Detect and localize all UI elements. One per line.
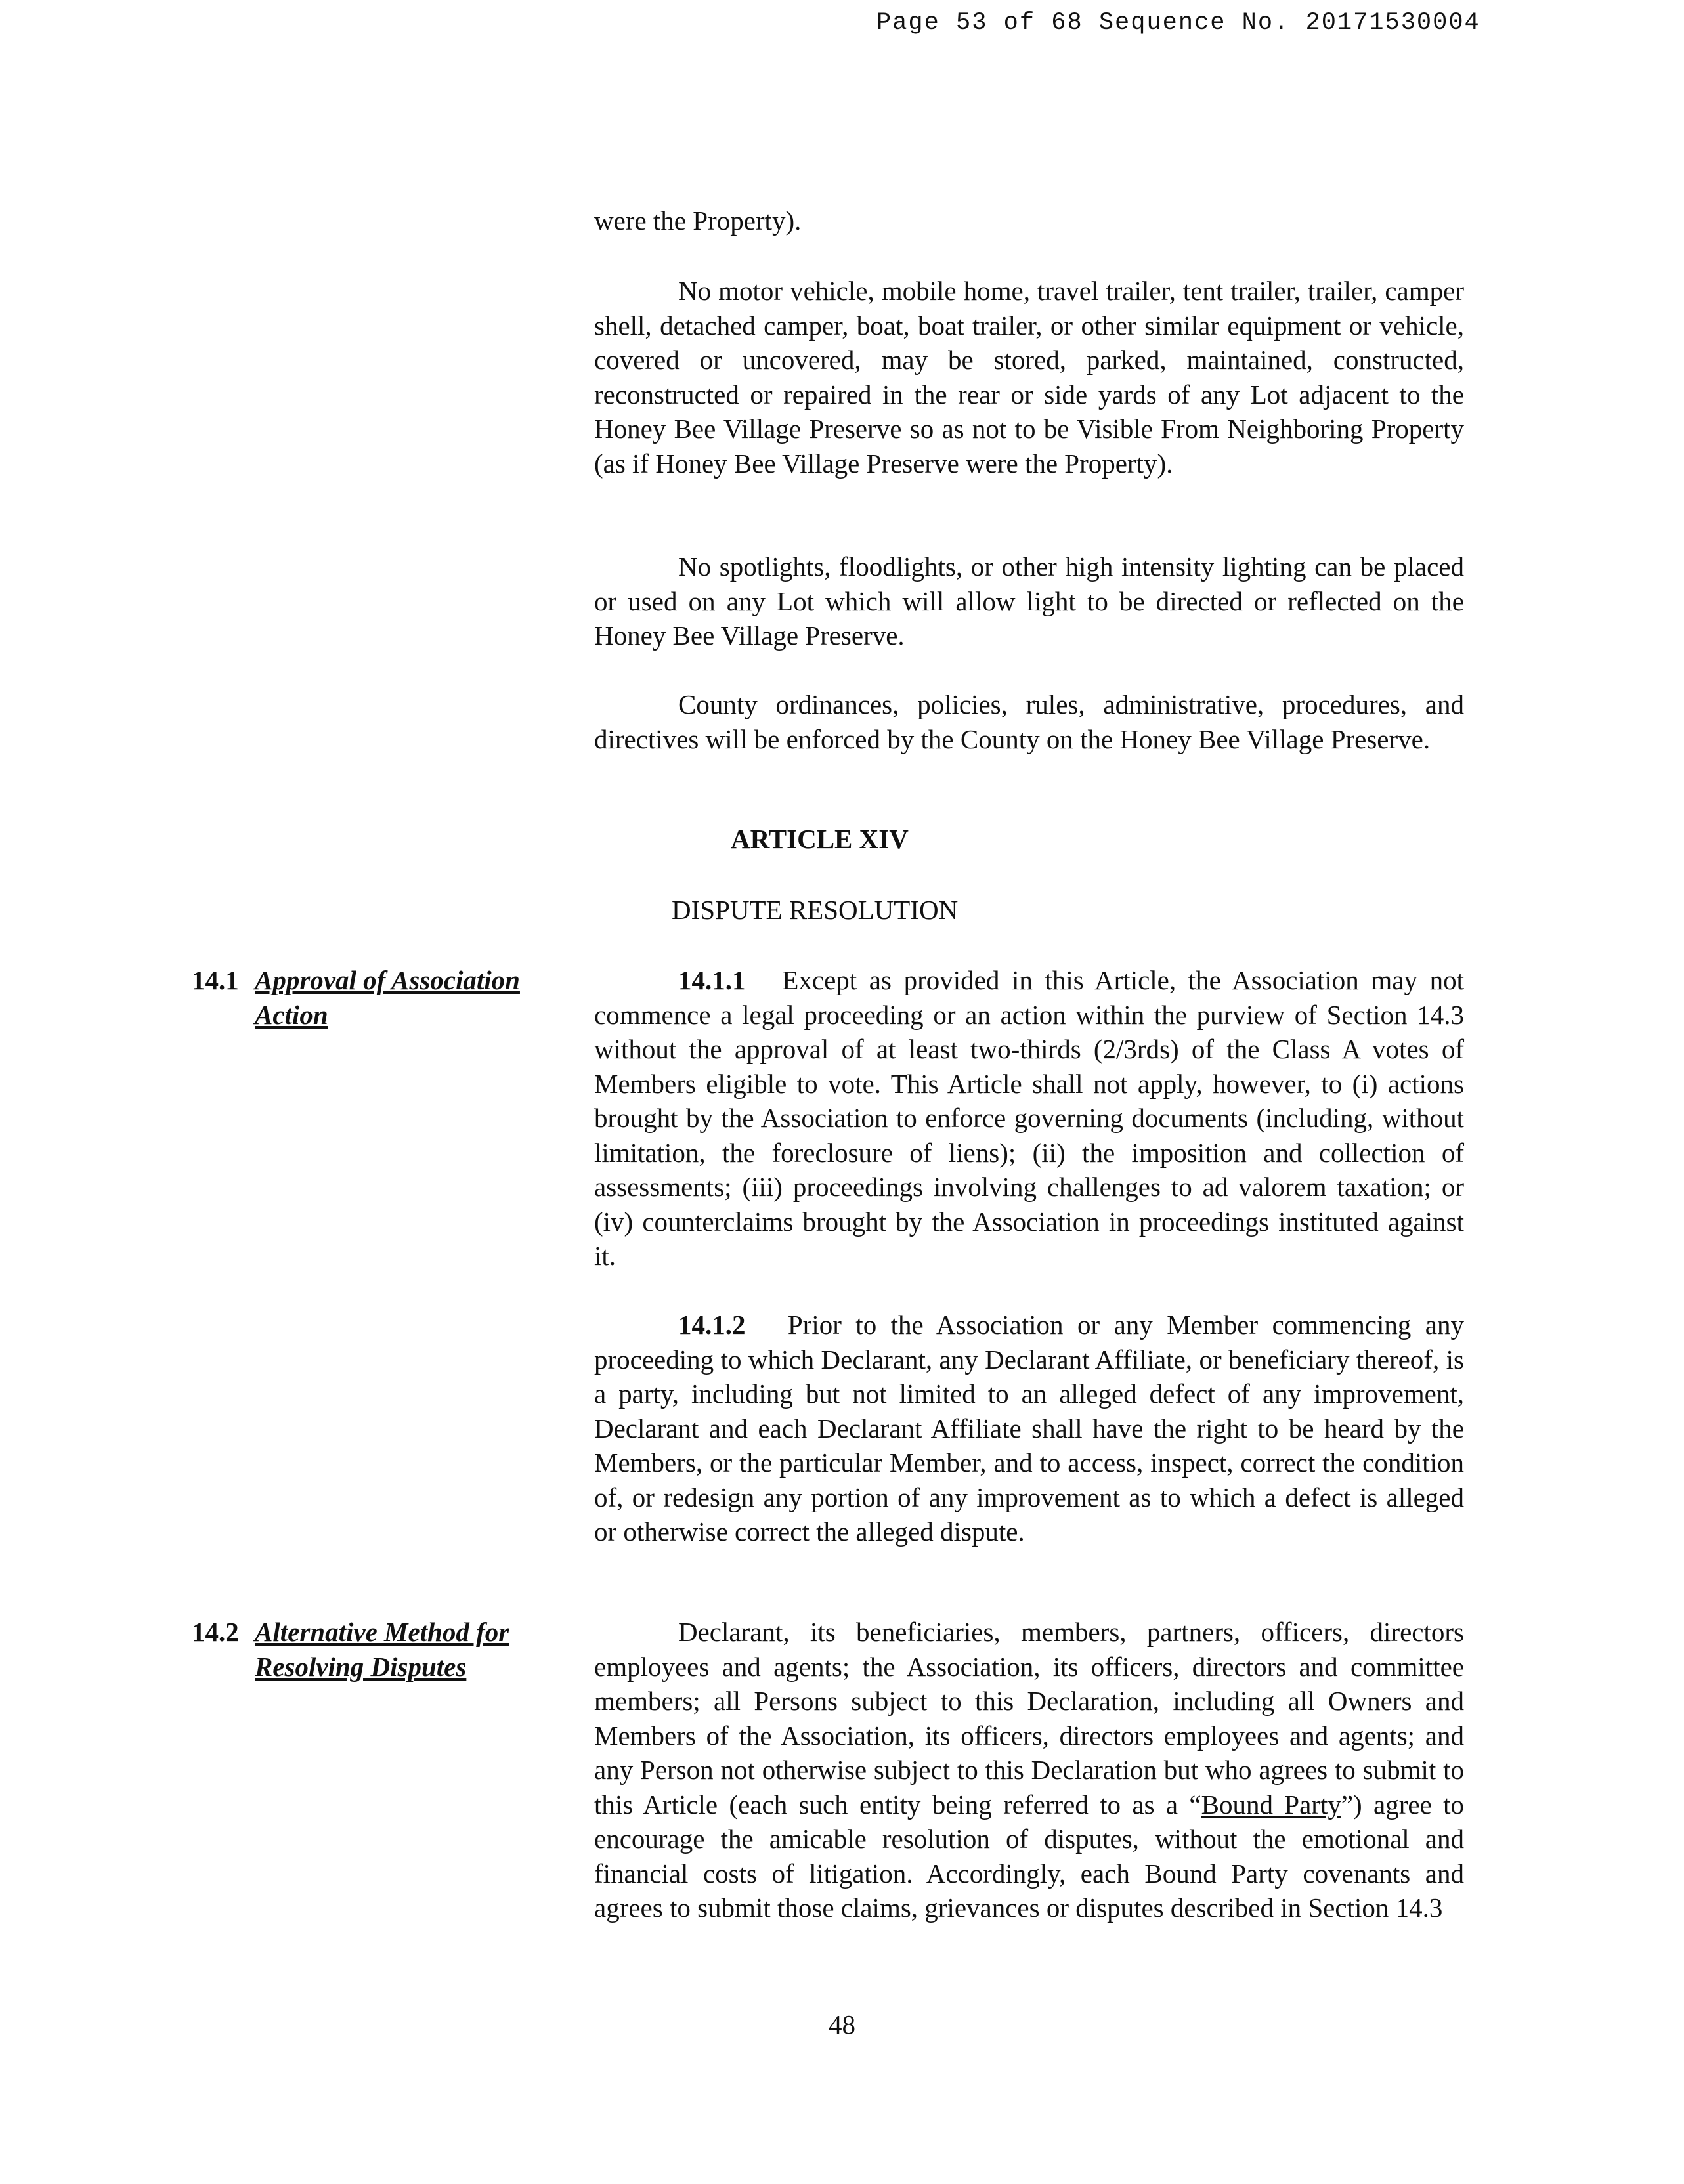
subsection-text: Except as provided in this Article, the Association may not commence a legal proceeding or an action within the purview of Section 14.3 without the approval of at least two-thirds (2/3rds) of the Class A votes of Members eligible to vote. This Article shall not apply, however, to (i) actions brought by the Association to enforce governing documents (including, without limitation, the foreclosure of liens); (ii) the imposition and collection of assessments; (iii) proceedings involving challenges to ad valorem taxation; or (iv) counterclaims brought by the Association in proceedings instituted against it. (594, 965, 1464, 1271)
article-title: DISPUTE RESOLUTION (672, 895, 959, 925)
paragraph-county (594, 687, 1464, 756)
section-number: 14.2 (192, 1617, 239, 1647)
section-number: 14.1 (192, 965, 239, 995)
section-14-1-heading (192, 963, 559, 1032)
paragraph-text: No spotlights, floodlights, or other high intensity lighting can be placed or used on any Lot which will allow light to be directed or reflected on the Honey Bee Village Preserve. (594, 551, 1464, 651)
section-text: ”) agree to encourage the amicable resolution of disputes, without the emotional and financial costs of litigation. Accordingly, each Bound Party covenants and agrees to submit those claims, grievances or disputes described in Section 14.3 (594, 1789, 1464, 1923)
section-14-2-heading (192, 1615, 559, 1684)
paragraph-text: No motor vehicle, mobile home, travel trailer, tent trailer, trailer, camper shell, detached camper, boat, boat trailer, or other similar equipment or vehicle, covered or uncovered, may be stored, parked, maintained, constructed, reconstructed or repaired in the rear or side yards of any Lot adjacent to the Honey Bee Village Preserve so as not to be Visible From Neighboring Property (as if Honey Bee Village Preserve were the Property). (594, 276, 1464, 479)
page-number: 48 (829, 2009, 855, 2040)
subsection-number: 14.1.2 (678, 1310, 746, 1340)
subsection-number: 14.1.1 (678, 965, 746, 995)
paragraph-continuation (594, 203, 1464, 238)
paragraph-lighting (594, 549, 1464, 653)
section-14-2-body (594, 1615, 1464, 1925)
defined-term: Bound Party (1201, 1789, 1341, 1820)
paragraph-text: County ordinances, policies, rules, administrative, procedures, and directives will be enforced by the County on the Honey Bee Village Preserve. (594, 689, 1464, 754)
subsection-text: Prior to the Association or any Member commencing any proceeding to which Declarant, any Declarant Affiliate, or beneficiary thereof, is a party, including but not limited to an alleged defect of any improvement, Declarant and each Declarant Affiliate shall have the right to be heard by the Members, or the particular Member, and to access, inspect, correct the condition of, or redesign any portion of any improvement as to which a defect is alleged or otherwise correct the alleged dispute. (594, 1310, 1464, 1547)
section-title: Action (255, 999, 328, 1030)
section-title: Resolving Disputes (255, 1651, 467, 1682)
page-header: Page 53 of 68 Sequence No. 20171530004 (876, 9, 1480, 37)
subsection-14-1-2 (594, 1308, 1464, 1549)
section-text: Declarant, its beneficiaries, members, partners, officers, directors employees and agents; the Association, its officers, directors and committee members; all Persons subject to this Declaration, including all Owners and Members of the Association, its officers, directors employees and agents; and any Person not otherwise subject to this Declaration but who agrees to submit to this Article (each such entity being referred to as a “ (594, 1617, 1464, 1820)
paragraph-vehicles (594, 274, 1464, 481)
paragraph-text: were the Property). (594, 205, 802, 236)
subsection-14-1-1 (594, 963, 1464, 1274)
article-number: ARTICLE XIV (731, 824, 909, 854)
section-title: Alternative Method for (255, 1617, 509, 1647)
section-title: Approval of Association (255, 965, 520, 995)
